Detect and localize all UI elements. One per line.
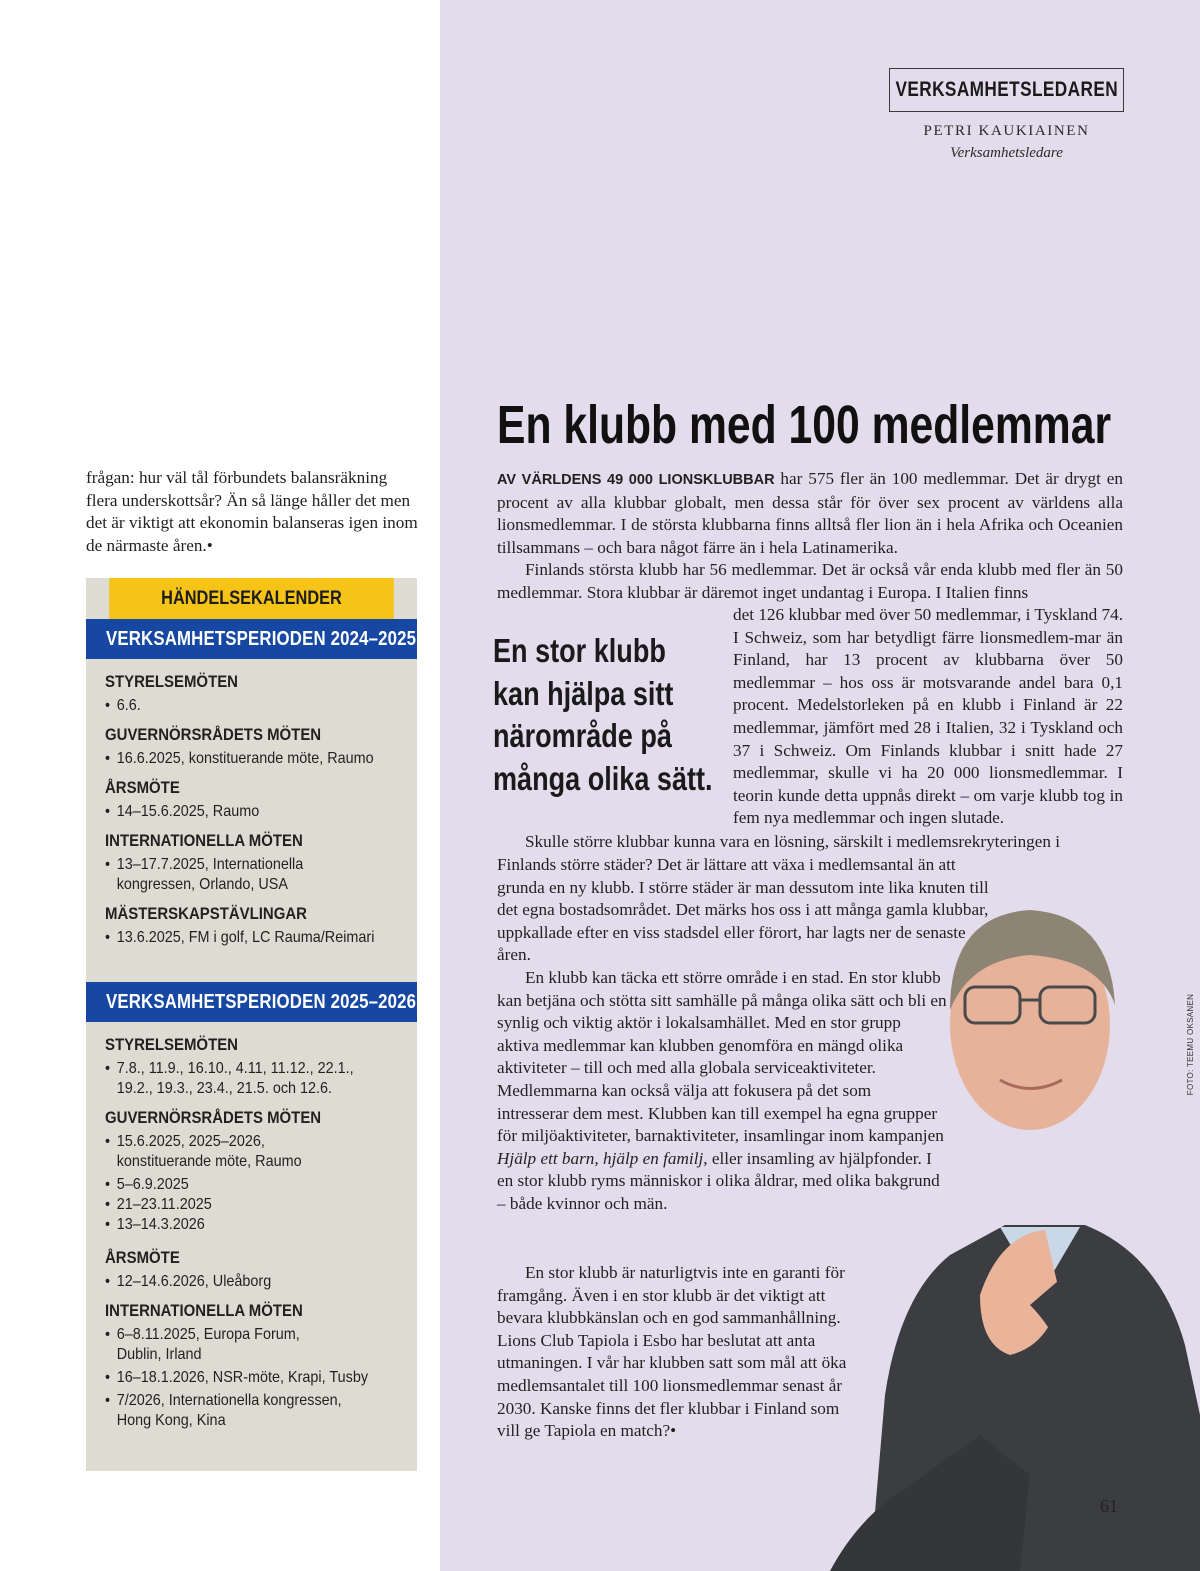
calendar-item: • 16.6.2025, konstituerande möte, Raumo: [105, 749, 411, 769]
calendar-item: • 6.6.: [105, 696, 411, 716]
calendar-item: • 5–6.9.2025: [105, 1175, 411, 1195]
calendar-item: • 13–17.7.2025, Internationella kongressen, Orlando, USA: [105, 855, 330, 895]
period-bar-2024-2025: VERKSAMHETSPERIODEN 2024–2025: [86, 619, 417, 659]
calendar-item: • 14–15.6.2025, Raumo: [105, 802, 411, 822]
period-2025-2026-body: [86, 1022, 417, 1441]
event-calendar: [86, 578, 417, 1471]
article-paragraph-4: En klubb kan täcka ett större område i en stad. En stor klubb kan betjäna och stötta sitt samhälle på många olika sätt och bli en synlig och viktig aktör i lokalsamhället. Med en stor grupp aktiva medlemmar kan klubben genomföra en mängd olika aktiviteter – till och med alla globala serviceaktiviteter. Medlemmarna kan också välja att fokusera på det som intresserar dem mest. Klubben kan till exempel ha egna grupper för miljöaktiviteter, barnaktiviteter, insamlingar inom kampanjen Hjälp ett barn, hjälp en familj, eller insamling av hjälpfonder. I en stor klubb ryms människor i olika åldrar, med olika bakgrund – både kvinnor och män.: [497, 968, 947, 1213]
left-column: [0, 0, 440, 1571]
article-paragraph-3b: Finlands större städer? Det är lättare att växa i medlemsantal än att grunda en ny klubb. I större städer är man dessutom inte lika knuten till det egna bostadsområdet. Det märks hos oss i att många gamla klubbar, uppkallade efter en viss stadsdel eller förort, har lagts ner de senaste åren.: [497, 855, 989, 965]
article-paragraph-3a: Skulle större klubbar kunna vara en lösning, särskilt i medlemsrekryteringen i: [525, 832, 1061, 851]
lead-in: AV VÄRLDENS 49 000 LIONSKLUBBAR: [497, 472, 775, 488]
calendar-heading: HÄNDELSEKALENDER: [109, 578, 394, 619]
section-title: STYRELSEMÖTEN: [105, 672, 238, 691]
article-paragraph-5: En stor klubb är naturligtvis inte en garanti för framgång. Även i en stor klubb är det viktigt att bevara klubbkänslan och en god sammanhållning. Lions Club Tapiola i Esbo har beslutat att anta utmaningen. I vår har klubben satt som mål att öka medlemsantalet till 100 lionsmedlemmar senast år 2030. Kanske finns det fler klubbar i Finland som vill ge Tapiola en match?•: [497, 1263, 847, 1441]
article-paragraph-2a: Finlands största klubb har 56 medlemmar. Det är också vår enda klubb med fler än 50 medlemmar. Stora klubbar är däremot inget undantag i Europa. I Italien finns: [497, 560, 1123, 602]
calendar-item: • 7.8., 11.9., 16.10., 4.11, 11.12., 22.1., 19.2., 19.3., 23.4., 21.5. och 12.6.: [105, 1059, 375, 1099]
calendar-item: • 6–8.11.2025, Europa Forum, Dublin, Irland: [105, 1325, 312, 1365]
article-headline: En klubb med 100 medlemmar: [497, 395, 1112, 455]
page-number: 61: [1100, 1496, 1118, 1516]
period-bar-2025-2026: VERKSAMHETSPERIODEN 2025–2026: [86, 982, 417, 1022]
article-paragraph-2b: det 126 klubbar med över 50 medlemmar, i Tyskland 74. I Schweiz, som har betydligt färre lionsmedlem-mar än Finland, har 13 procent av klubbarna över 50 medlemmar – hos oss är motsvarande andel bara 0,1 procent. Medelstorleken på en klubb i Finland är 22 medlemmar, jämfört med 28 i Italien, 32 i Tyskland och 37 i Schweiz. Om Finlands klubbar i snitt hade 27 medlemmar, skulle vi ha 20 000 lionsmedlemmar. I teorin kunde detta uppnås direkt – om varje klubb tog in fem nya medlemmar och ingen slutade.: [733, 605, 1123, 828]
calendar-item: • 13.6.2025, FM i golf, LC Rauma/Reimari: [105, 928, 411, 948]
calendar-item: • 16–18.1.2026, NSR-möte, Krapi, Tusby: [105, 1368, 411, 1388]
photo-credit: FOTO: TEEMU OKSANEN: [1186, 993, 1196, 1096]
author-role: Verksamhetsledare: [950, 145, 1063, 161]
section-title: INTERNATIONELLA MÖTEN: [105, 831, 303, 850]
section-title: MÄSTERSKAPSTÄVLINGAR: [105, 904, 307, 923]
calendar-item: • 12–14.6.2026, Uleåborg: [105, 1272, 411, 1292]
calendar-item: • 21–23.11.2025: [105, 1195, 411, 1215]
author-name: PETRI KAUKIAINEN: [923, 123, 1090, 139]
calendar-item: • 7/2026, Internationella kongressen, Hong Kong, Kina: [105, 1391, 375, 1431]
calendar-item: • 13–14.3.2026: [105, 1215, 411, 1235]
calendar-item: • 15.6.2025, 2025–2026, konstituerande möte, Raumo: [105, 1132, 312, 1172]
pull-quote: En stor klubb kan hjälpa sitt närområde på många olika sätt.: [493, 632, 713, 797]
section-tag: VERKSAMHETSLEDAREN: [889, 68, 1124, 112]
section-title: STYRELSEMÖTEN: [105, 1035, 238, 1054]
section-title: ÅRSMÖTE: [105, 778, 180, 797]
section-title: INTERNATIONELLA MÖTEN: [105, 1301, 303, 1320]
intro-paragraph: frågan: hur väl tål förbundets balansräkning flera underskottsår? Än så länge håller det men det är viktigt att ekonomin balanseras igen inom de närmaste åren.•: [86, 468, 418, 555]
section-title: ÅRSMÖTE: [105, 1248, 180, 1267]
section-title: GUVERNÖRSRÅDETS MÖTEN: [105, 725, 322, 744]
period-2024-2025-body: [86, 659, 417, 982]
article-paragraph-1: AV VÄRLDENS 49 000 LIONSKLUBBAR har 575 fler än 100 medlemmar. Det är drygt en procent av alla klubbar globalt, men dessa står för över sex procent av världens alla lionsmedlemmar. I de största klubbarna finns alltså fler lion än i hela Afrika och Oceanien tillsammans – och bara något färre än i hela Latinamerika.: [497, 469, 1123, 557]
section-title: GUVERNÖRSRÅDETS MÖTEN: [105, 1108, 322, 1127]
